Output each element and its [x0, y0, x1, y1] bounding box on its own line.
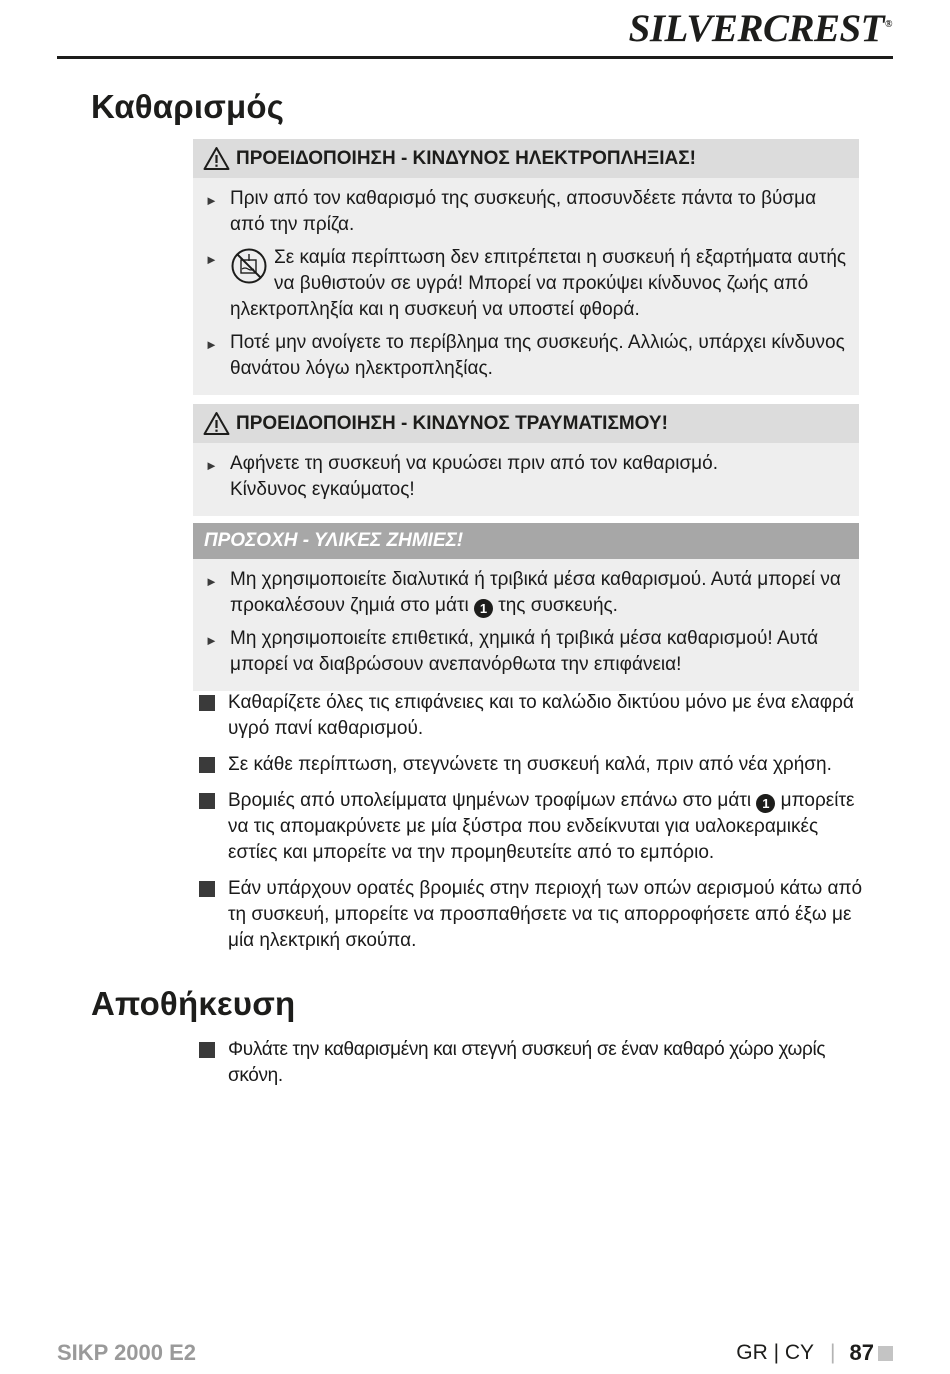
caution-item: ► Μη χρησιμοποιείτε επιθετικά, χημικά ή τριβικά μέσα καθαρισμού! Αυτά μπορεί να διαβρώσουν ανεπανόρθωτα την επιφάνεια! — [205, 628, 819, 675]
list-item: Βρομιές από υπολείμματα ψημένων τροφίμων επάνω στο μάτι 1 μπορείτε να τις απομακρύνετε με μία ξύστρα που ενδείκνυται για υαλοκεραμικές εστίες και μπορείτε να την προμηθευτείτε από το εμπόριο. — [199, 788, 864, 866]
page-marker-icon — [878, 1346, 893, 1361]
warning-triangle-icon — [203, 146, 230, 171]
warning-header-injury: ΠΡΟΕΙΔΟΠΟΙΗΣΗ - ΚΙΝΔΥΝΟΣ ΤΡΑΥΜΑΤΙΣΜΟΥ! — [193, 404, 859, 443]
brand-logo: SILVERCREST® — [628, 7, 892, 50]
header-rule — [57, 56, 893, 59]
page-footer — [736, 1340, 893, 1366]
warning-box-electric — [193, 139, 859, 395]
square-bullet-icon — [199, 881, 215, 897]
square-bullet-icon — [199, 695, 215, 711]
model-number: SIKP 2000 E2 — [57, 1340, 197, 1365]
list-item: Σε κάθε περίπτωση, στεγνώνετε τη συσκευή καλά, πριν από νέα χρήση. — [199, 752, 864, 778]
storage-steps — [199, 1037, 864, 1099]
warning-triangle-icon — [203, 411, 230, 436]
page-number: 87 — [849, 1340, 874, 1365]
language-code: GR | CY — [736, 1341, 815, 1364]
list-item: Εάν υπάρχουν ορατές βρομιές στην περιοχή των οπών αερισμού κάτω από τη συσκευή, μπορείτε να προσπαθήσετε να τις απορροφήσετε από έξω με μία ηλεκτρική σκούπα. — [199, 876, 864, 954]
part-number-badge: 1 — [756, 794, 775, 813]
caution-header: ΠΡΟΣΟΧΗ - ΥΛΙΚΕΣ ΖΗΜΙΕΣ! — [193, 523, 859, 559]
no-immersion-icon — [230, 247, 268, 285]
warning-box-injury — [193, 404, 859, 516]
warning-item: ► Σε καμία περίπτωση δεν επιτρέπεται η συσκευή ή εξαρτήματα αυτής να βυθιστούν σε υγρά! Μπορεί να προκύψει κίνδυνος ζωής από ηλεκτροπληξία και η συσκευή να υποστεί φθορά. — [205, 247, 847, 320]
arrow-bullet-icon: ► — [205, 574, 218, 589]
arrow-bullet-icon: ► — [205, 458, 218, 473]
arrow-bullet-icon: ► — [205, 337, 218, 352]
caution-box — [193, 523, 859, 691]
part-number-badge: 1 — [474, 599, 493, 618]
section-title-cleaning: Καθαρισμός — [91, 88, 285, 125]
cleaning-steps — [199, 690, 864, 964]
square-bullet-icon — [199, 1042, 215, 1058]
arrow-bullet-icon: ► — [205, 633, 218, 648]
caution-item: ► Μη χρησιμοποιείτε διαλυτικά ή τριβικά μέσα καθαρισμού. Αυτά μπορεί να προκαλέσουν ζημιά στο μάτι 1 της συσκευής. — [205, 569, 841, 616]
warning-item: ► Ποτέ μην ανοίγετε το περίβλημα της συσκευής. Αλλιώς, υπάρχει κίνδυνος θανάτου λόγω ηλεκτροπληξίας. — [205, 332, 845, 379]
warning-item: ► Αφήνετε τη συσκευή να κρυώσει πριν από τον καθαρισμό. Κίνδυνος εγκαύματος! — [205, 453, 718, 500]
list-item: Φυλάτε την καθαρισμένη και στεγνή συσκευή σε έναν καθαρό χώρο χωρίς σκόνη. — [199, 1037, 864, 1089]
warning-item: ► Πριν από τον καθαρισμό της συσκευής, αποσυνδέετε πάντα το βύσμα από την πρίζα. — [205, 188, 817, 235]
arrow-bullet-icon: ► — [205, 193, 218, 208]
square-bullet-icon — [199, 757, 215, 773]
warning-header-electric: ΠΡΟΕΙΔΟΠΟΙΗΣΗ - ΚΙΝΔΥΝΟΣ ΗΛΕΚΤΡΟΠΛΗΞΙΑΣ! — [193, 139, 859, 178]
square-bullet-icon — [199, 793, 215, 809]
section-title-storage: Αποθήκευση — [91, 985, 296, 1022]
arrow-bullet-icon: ► — [205, 252, 218, 267]
footer-separator: | — [830, 1341, 836, 1364]
list-item: Καθαρίζετε όλες τις επιφάνειες και το καλώδιο δικτύου μόνο με ένα ελαφρά υγρό πανί καθαρισμού. — [199, 690, 864, 742]
